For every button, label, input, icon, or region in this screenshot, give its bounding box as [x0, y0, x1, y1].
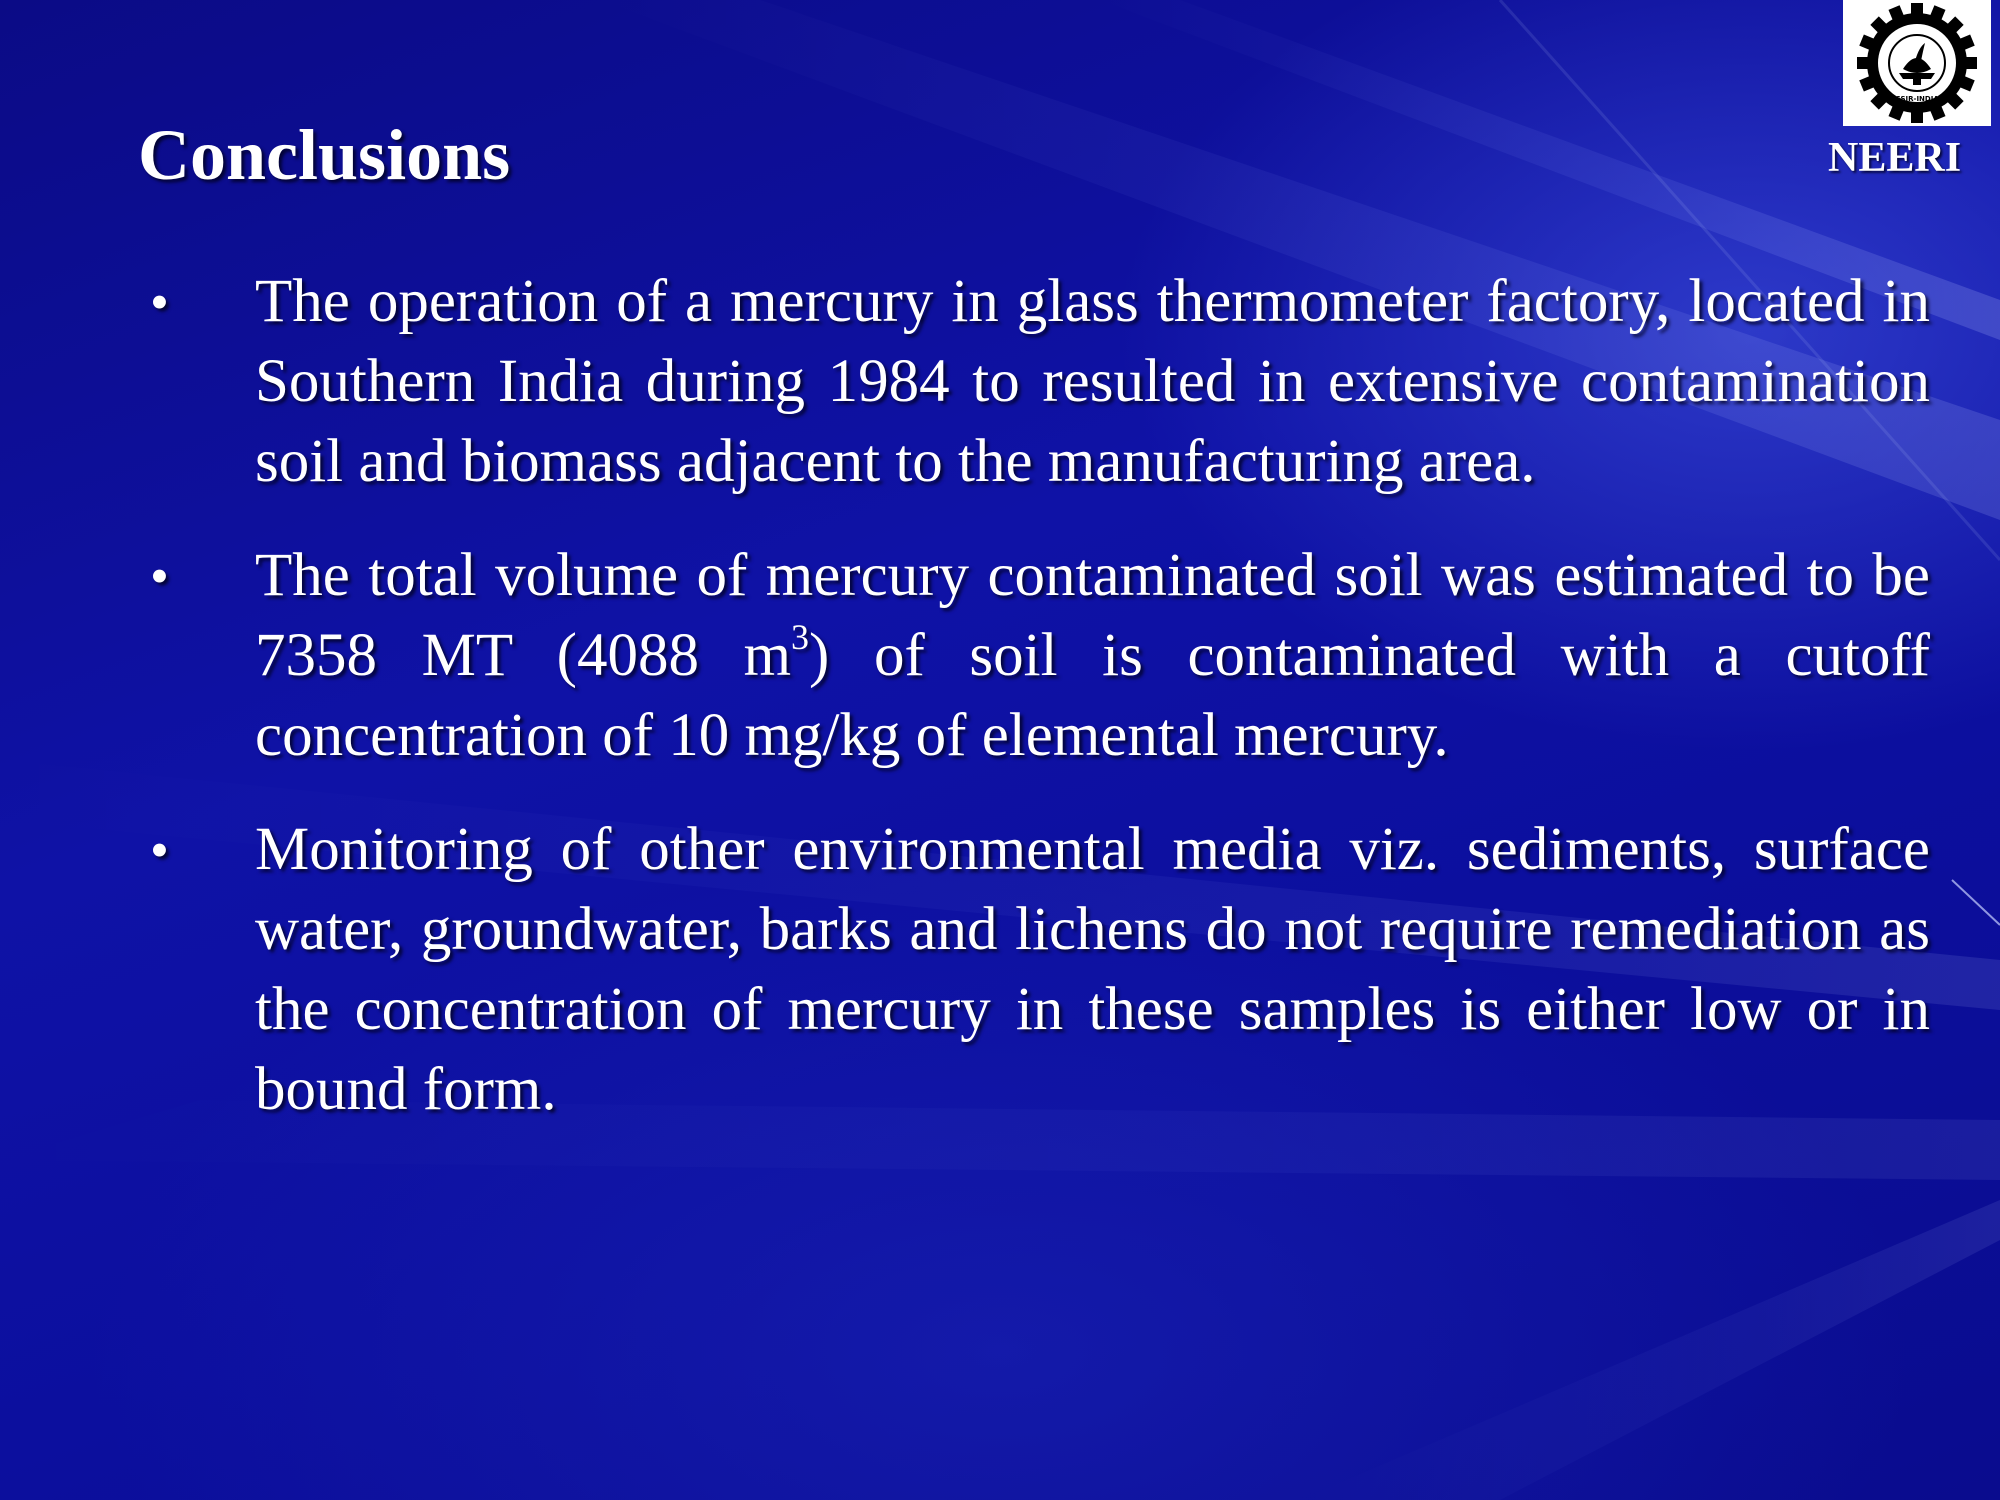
organization-name: NEERI	[1828, 135, 1962, 181]
bullet-text-monitoring: Monitoring of other environmental media viz. sediments, surface water, groundwater, barks and lichens do not require remediation as the concentration of mercury in these samples is either low or in bound form.	[255, 816, 1930, 1123]
bullet-item	[150, 262, 1930, 502]
logo-ring-text: CSIR-INDIA	[1895, 95, 1939, 103]
bullet-text-factory-operation: The operation of a mercury in glass thermometer factory, located in Southern India during 1984 to resulted in extensive contamination soil and biomass adjacent to the manufacturing area.	[255, 268, 1930, 495]
bullet-list	[150, 262, 1930, 1164]
cubic-superscript: 3	[791, 617, 810, 657]
bullet-item	[150, 536, 1930, 776]
csir-logo	[1843, 0, 1991, 126]
csir-gear-emblem-icon	[1843, 0, 1991, 126]
slide-title: Conclusions	[138, 115, 511, 195]
bullet-item	[150, 810, 1930, 1130]
soil-volume-text-part1: The total volume of mercury contaminated soil was estimated to be 7358 MT (4088 m	[255, 542, 1930, 689]
bullet-text-soil-volume	[255, 536, 1930, 776]
bullet-dot: •	[150, 272, 169, 332]
bullet-dot: •	[150, 546, 169, 606]
bullet-dot: •	[150, 820, 169, 880]
soil-volume-text-part2: ) of soil is contaminated with a cutoff concentration of 10 mg/kg of elemental mercury.	[255, 622, 1930, 769]
